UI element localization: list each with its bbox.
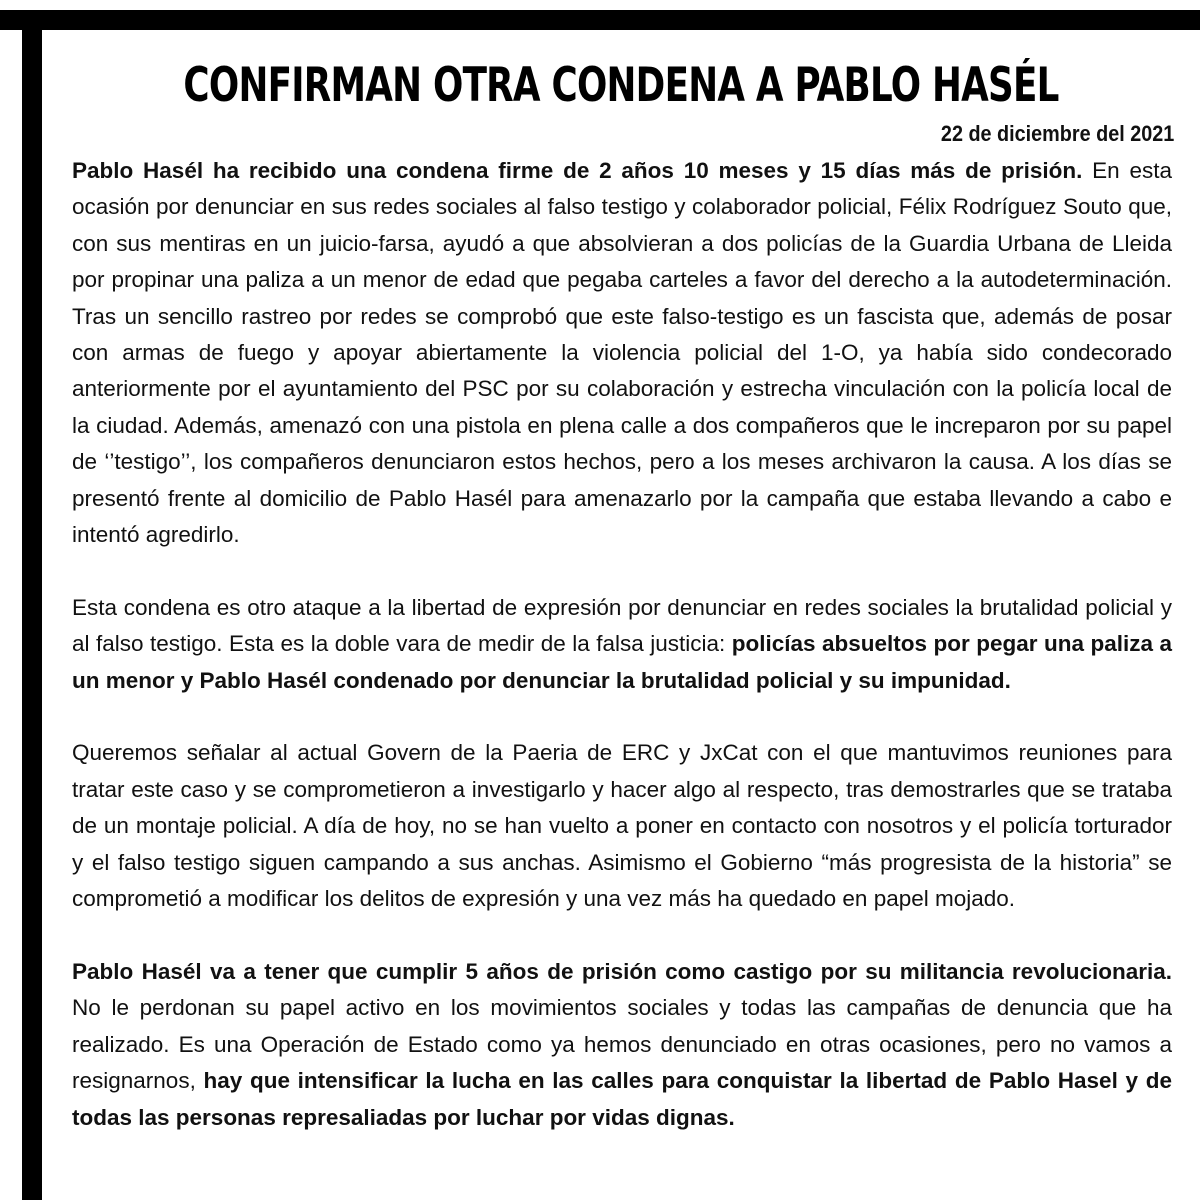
paragraph-3 (72, 735, 1172, 917)
paragraph-2 (72, 590, 1172, 699)
left-border-bar (22, 10, 42, 1200)
paragraph-4-text: No le perdonan su papel activo en los movimientos sociales y todas las campañas de denuncia que ha realizado. Es una Operación de Estado como ya hemos denunciado en otras ocasiones, pero no vamos a resignarnos, (72, 995, 1172, 1094)
paragraph-1-lead: Pablo Hasél ha recibido una condena firme de 2 años 10 meses y 15 días más de prisión. (72, 158, 1083, 183)
paragraph-1 (72, 153, 1172, 553)
paragraph-4-emphasis: hay que intensificar la lucha en las calles para conquistar la libertad de Pablo Hasel y de todas las personas represaliadas por luchar por vidas dignas. (72, 1068, 1172, 1130)
paragraph-4 (72, 954, 1172, 1136)
top-border-bar (0, 10, 1200, 30)
document-date: 22 de diciembre del 2021 (940, 121, 1174, 146)
paragraph-4-lead: Pablo Hasél va a tener que cumplir 5 años de prisión como castigo por su militancia revolucionaria. (72, 958, 1172, 984)
paragraph-2-text: Esta condena es otro ataque a la libertad de expresión por denunciar en redes sociales la brutalidad policial y al falso testigo. Esta es la doble vara de medir de la falsa justicia: (72, 594, 1172, 657)
paragraph-1-text: En esta ocasión por denunciar en sus redes sociales al falso testigo y colaborador policial, Félix Rodríguez Souto que, con sus mentiras en un juicio-farsa, ayudó a que absolvieran a dos policías de la Guardia Urbana de Lleida por propinar una paliza a un menor de edad que pegaba carteles a favor del derecho a la autodeterminación. Tras un sencillo rastreo por redes se comprobó que este falso-testigo es un fascista que, además de posar con armas de fuego y apoyar abiertamente la violencia policial del 1-O, ya había sido condecorado anteriormente por el ayuntamiento del PSC por su colaboración y estrecha vinculación con la policía local de la ciudad. Además, amenazó con una pistola en plena calle a dos compañeros que le increparon por su papel de ‘’testigo’’, los compañeros denunciaron estos hechos, pero a los meses archivaron la causa. A los días se presentó frente al domicilio de Pablo Hasél para amenazarlo por la campaña que estaba llevando a cabo e intentó agredirlo. (72, 158, 1172, 548)
document-title: CONFIRMAN OTRA CONDENA A PABLO HASÉL (183, 58, 1059, 113)
paragraph-2-emphasis: policías absueltos por pegar una paliza a un menor y Pablo Hasél condenado por denunciar la brutalidad policial y su impunidad. (72, 631, 1172, 693)
document-body (72, 153, 1172, 1172)
paragraph-3-text: Queremos señalar al actual Govern de la Paeria de ERC y JxCat con el que mantuvimos reuniones para tratar este caso y se comprometieron a investigarlo y hacer algo al respecto, tras demostrarles que se trataba de un montaje policial. A día de hoy, no se han vuelto a poner en contacto con nosotros y el policía torturador y el falso testigo siguen campando a sus anchas. Asimismo el Gobierno “más progresista de la historia” se comprometió a modificar los delitos de expresión y una vez más ha quedado en papel mojado. (72, 740, 1172, 912)
